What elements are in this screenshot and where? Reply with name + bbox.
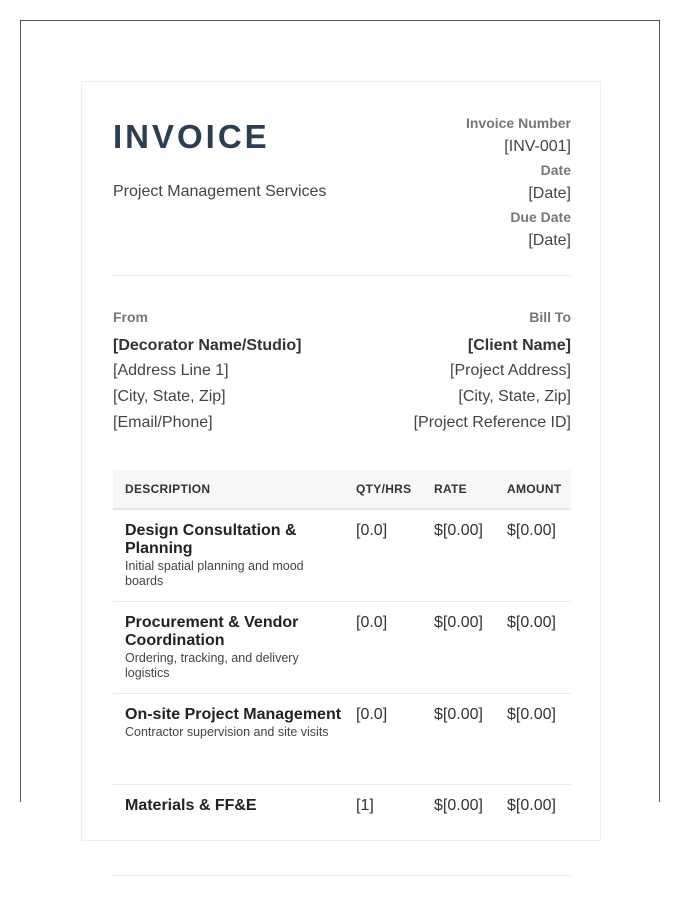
table-row [113, 509, 571, 602]
item-description: Ordering, tracking, and delivery logistics [125, 651, 299, 680]
item-amount: $[0.00] [495, 509, 571, 602]
item-description-cell [113, 694, 344, 785]
column-header-qty: QTY/HRS [344, 470, 422, 509]
header-divider [113, 275, 571, 276]
item-description: Initial spatial planning and mood boards [125, 559, 304, 588]
bill-to-address-line: [Project Address] [450, 362, 571, 379]
table-header-row [113, 470, 571, 509]
item-title: Procurement & Vendor Coordination [125, 614, 299, 649]
item-rate: $[0.00] [422, 509, 495, 602]
item-amount: $[0.00] [495, 602, 571, 694]
page-frame [20, 20, 660, 814]
item-amount: $[0.00] [495, 785, 571, 876]
item-title: On-site Project Management [125, 706, 342, 723]
from-block [113, 308, 301, 436]
invoice-title: INVOICE [113, 118, 270, 155]
due-date-value: [Date] [528, 232, 571, 249]
bill-to-name: [Client Name] [467, 337, 571, 354]
bill-to-city-line: [City, State, Zip] [458, 388, 571, 405]
item-description-cell [113, 602, 344, 694]
item-description: Contractor supervision and site visits [125, 725, 329, 739]
item-rate: $[0.00] [422, 602, 495, 694]
from-city-line: [City, State, Zip] [113, 388, 226, 405]
invoice-date-label: Date [540, 162, 571, 178]
item-amount: $[0.00] [495, 694, 571, 785]
from-name: [Decorator Name/Studio] [113, 337, 302, 354]
item-qty: [0.0] [344, 509, 422, 602]
from-label: From [113, 309, 148, 325]
item-description-cell [113, 785, 344, 876]
column-header-rate: RATE [422, 470, 495, 509]
from-contact-line: [Email/Phone] [113, 414, 213, 431]
bill-to-block [414, 308, 571, 436]
from-address-line: [Address Line 1] [113, 362, 229, 379]
column-header-amount: AMOUNT [495, 470, 571, 509]
table-row [113, 785, 571, 876]
item-qty: [1] [344, 785, 422, 876]
table-row [113, 694, 571, 785]
item-qty: [0.0] [344, 602, 422, 694]
bill-to-reference-line: [Project Reference ID] [413, 414, 571, 431]
invoice-sheet [81, 81, 601, 841]
due-date-label: Due Date [510, 209, 571, 225]
item-qty: [0.0] [344, 694, 422, 785]
line-items-table [113, 470, 571, 876]
invoice-number-label: Invoice Number [465, 115, 571, 131]
item-rate: $[0.00] [422, 785, 495, 876]
item-rate: $[0.00] [422, 694, 495, 785]
invoice-meta [466, 114, 571, 255]
invoice-subtitle: Project Management Services [113, 183, 327, 200]
invoice-number-value: [INV-001] [504, 138, 571, 155]
item-title: Materials & FF&E [125, 797, 257, 814]
item-title: Design Consultation & Planning [125, 522, 297, 557]
item-description-cell [113, 509, 344, 602]
invoice-date-value: [Date] [528, 185, 571, 202]
table-row [113, 602, 571, 694]
bill-to-label: Bill To [529, 309, 571, 325]
column-header-description: DESCRIPTION [113, 470, 344, 509]
